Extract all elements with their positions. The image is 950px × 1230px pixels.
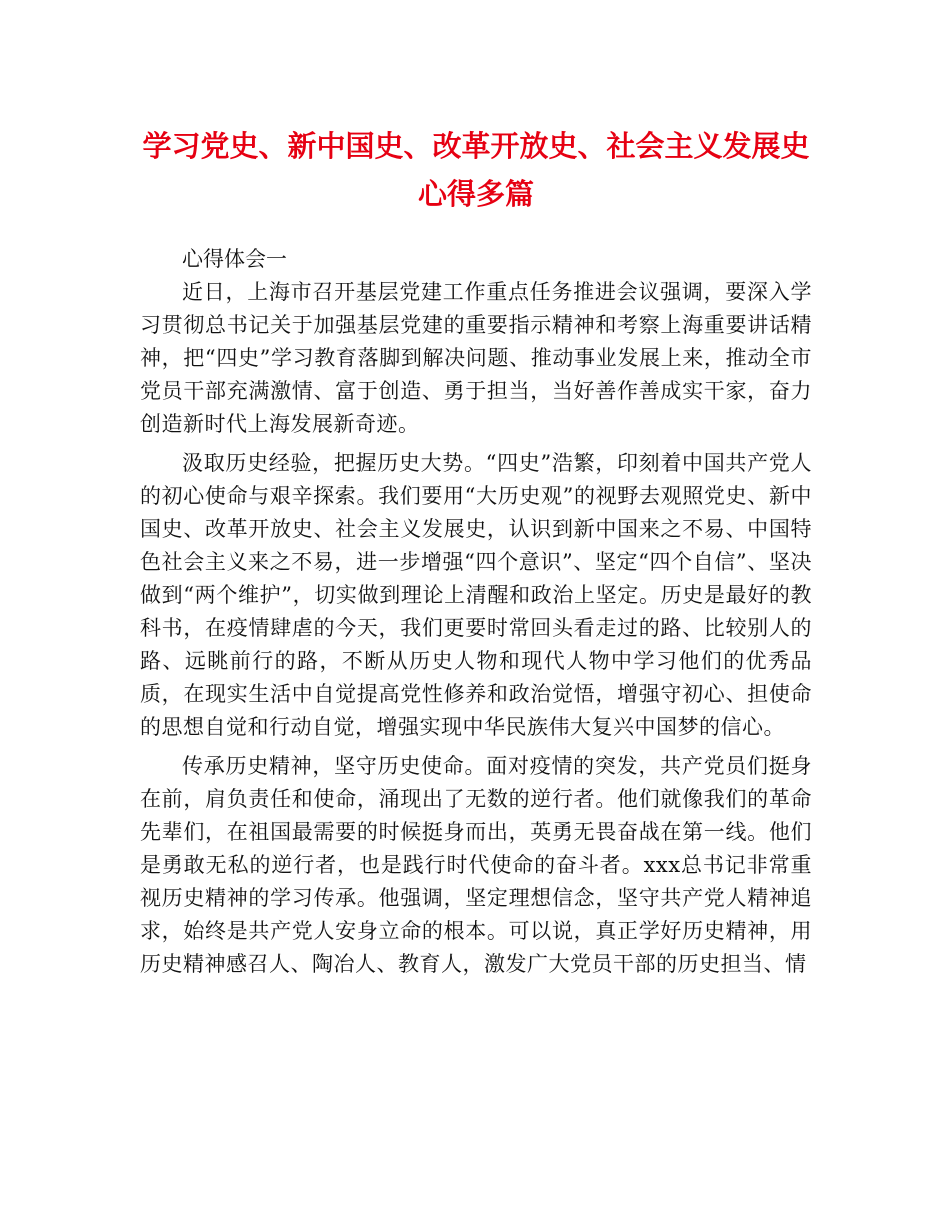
paragraph-2: 汲取历史经验，把握历史大势。“四史”浩繁，印刻着中国共产党人的初心使命与艰辛探索。我们要用“大历史观”的视野去观照党史、新中国史、改革开放史、社会主义发展史，认识到新中国来之不易、中国特色社会主义来之不易，进一步增强“四个意识”、坚定“四个自信”、坚决做到“两个维护”，切实做到理论上清醒和政治上坚定。历史是最好的教科书，在疫情肆虐的今天，我们更要时常回头看走过的路、比较别人的路、远眺前行的路，不断从历史人物和现代人物中学习他们的优秀品质，在现实生活中自觉提高党性修养和政治觉悟，增强守初心、担使命的思想自觉和行动自觉，增强实现中华民族伟大复兴中国梦的信心。	[140, 451, 812, 739]
paragraph-1: 近日，上海市召开基层党建工作重点任务推进会议强调，要深入学习贯彻总书记关于加强基层党建的重要指示精神和考察上海重要讲话精神，把“四史”学习教育落脚到解决问题、推动事业发展上来，推动全市党员干部充满激情、富于创造、勇于担当，当好善作善成实干家，奋力创造新时代上海发展新奇迹。	[140, 280, 812, 436]
document-page	[140, 122, 812, 987]
paragraph-3: 传承历史精神，坚守历史使命。面对疫情的突发，共产党员们挺身在前，肩负责任和使命，涌现出了无数的逆行者。他们就像我们的革命先辈们，在祖国最需要的时候挺身而出，英勇无畏奋战在第一线。他们是勇敢无私的逆行者，也是践行时代使命的奋斗者。xxx总书记非常重视历史精神的学习传承。他强调，坚定理想信念，坚守共产党人精神追求，始终是共产党人安身立命的根本。可以说，真正学好历史精神，用历史精神感召人、陶冶人、教育人，激发广大党员干部的历史担当、情	[140, 754, 812, 976]
section-heading: 心得体会一	[182, 247, 287, 271]
document-title: 学习党史、新中国史、改革开放史、社会主义发展史心得多篇	[142, 129, 810, 211]
